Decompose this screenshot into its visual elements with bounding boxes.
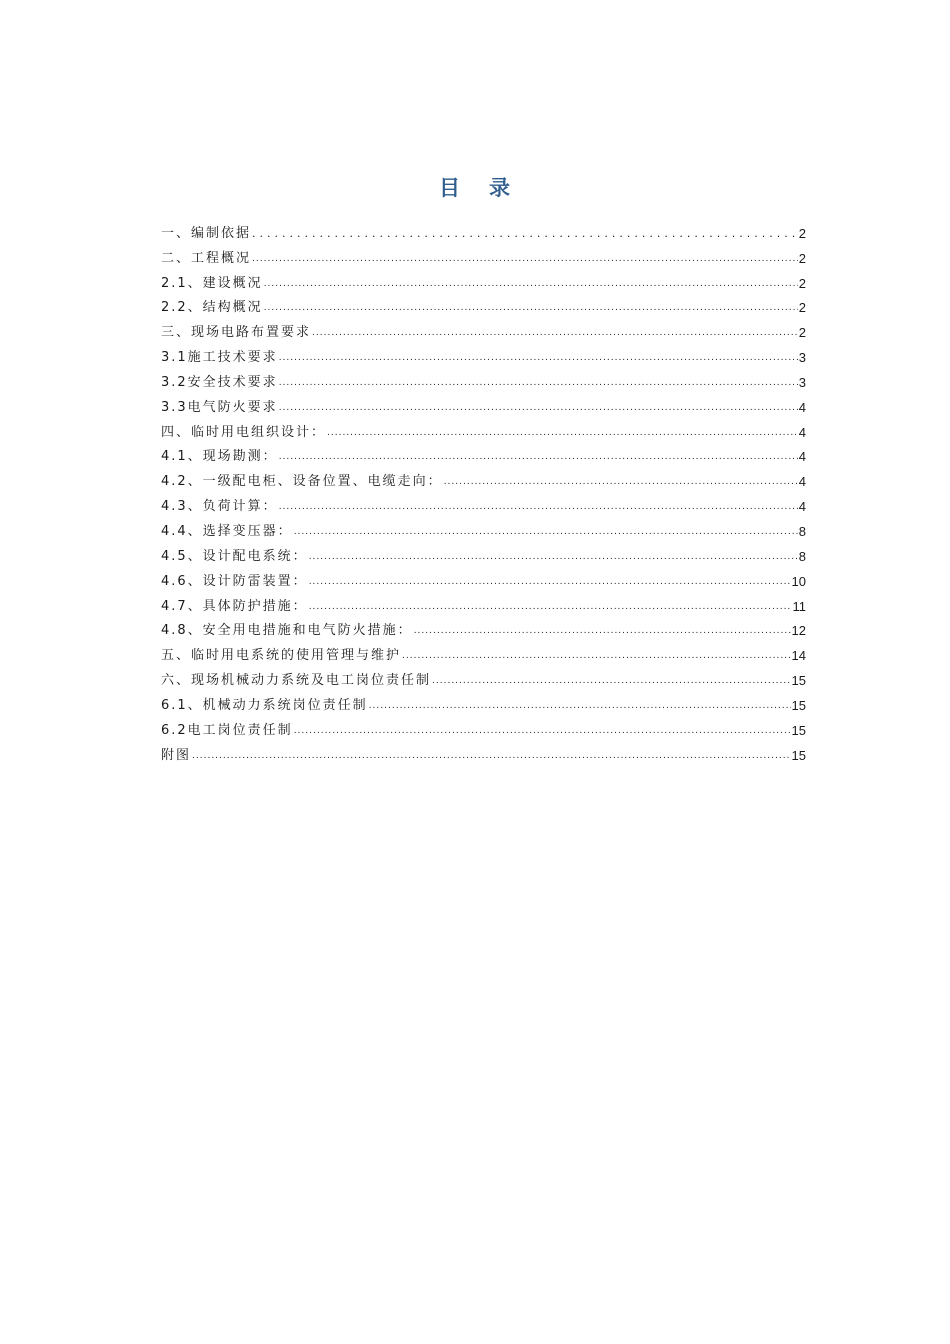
toc-entry-label[interactable]: 二、工程概况	[161, 250, 252, 266]
toc-entry-page-number: 15	[791, 747, 806, 763]
toc-entry-label[interactable]: 2.2、结构概况	[161, 300, 263, 316]
toc-dot-leader	[327, 424, 798, 442]
toc-entry-page-number: 4	[798, 424, 806, 440]
toc-title	[0, 172, 950, 202]
toc-entry[interactable]	[161, 392, 806, 417]
toc-entry[interactable]	[161, 715, 806, 740]
toc-entry-page-number: 2	[798, 250, 806, 266]
toc-entry-page-number: 14	[791, 648, 806, 664]
toc-dot-leader	[309, 573, 791, 591]
toc-dot-leader	[264, 299, 798, 317]
toc-dot-leader	[444, 473, 798, 491]
toc-entry-label[interactable]: 3.1施工技术要求	[161, 350, 278, 366]
toc-entry-label[interactable]: 4.2、一级配电柜、设备位置、电缆走向：	[161, 474, 443, 490]
toc-entry-label[interactable]: 6.2电工岗位责任制	[161, 722, 293, 738]
toc-entry[interactable]	[161, 342, 806, 367]
toc-entry[interactable]	[161, 640, 806, 665]
toc-title-char: 目	[439, 176, 461, 200]
toc-dot-leader	[309, 548, 798, 566]
toc-entry-label[interactable]: 一、编制依据	[161, 225, 252, 241]
toc-entry-page-number: 15	[791, 697, 806, 713]
toc-entry[interactable]	[161, 566, 806, 591]
toc-entry[interactable]	[161, 442, 806, 467]
toc-entry-label[interactable]: 4.8、安全用电措施和电气防火措施：	[161, 623, 413, 639]
toc-entry[interactable]	[161, 616, 806, 641]
toc-dot-leader	[192, 747, 791, 765]
toc-dot-leader	[279, 374, 798, 392]
toc-entry-page-number: 2	[798, 225, 806, 241]
toc-entry-page-number: 8	[798, 548, 806, 564]
toc-entry[interactable]	[161, 466, 806, 491]
toc-entry-label[interactable]: 3.2安全技术要求	[161, 374, 278, 390]
toc-dot-leader	[279, 498, 798, 516]
toc-entry-label[interactable]: 4.4、选择变压器：	[161, 523, 293, 539]
toc-dot-leader	[294, 523, 798, 541]
toc-entry[interactable]	[161, 665, 806, 690]
toc-entry[interactable]	[161, 740, 806, 765]
toc-dot-leader	[402, 647, 791, 665]
toc-entry[interactable]	[161, 491, 806, 516]
toc-entry-label[interactable]: 6.1、机械动力系统岗位责任制	[161, 697, 368, 713]
toc-dot-leader	[414, 622, 791, 640]
toc-entry-label[interactable]: 六、现场机械动力系统及电工岗位责任制	[161, 673, 432, 689]
toc-entry[interactable]	[161, 218, 806, 243]
toc-entry-label[interactable]: 附图	[161, 747, 192, 763]
toc-entry-page-number: 2	[798, 300, 806, 316]
toc-entry-page-number: 3	[798, 374, 806, 390]
toc-list	[161, 218, 806, 765]
toc-entry-label[interactable]: 4.6、设计防雷装置：	[161, 573, 308, 589]
toc-entry-page-number: 4	[798, 499, 806, 515]
toc-entry-page-number: 2	[798, 275, 806, 291]
toc-entry-page-number: 15	[791, 673, 806, 689]
toc-entry[interactable]	[161, 541, 806, 566]
toc-entry-label[interactable]: 四、临时用电组织设计：	[161, 424, 327, 440]
toc-entry-label[interactable]: 五、临时用电系统的使用管理与维护	[161, 648, 402, 664]
toc-dot-leader	[432, 672, 791, 690]
toc-entry-label[interactable]: 3.3电气防火要求	[161, 399, 278, 415]
toc-entry[interactable]	[161, 243, 806, 268]
toc-dot-leader	[294, 722, 791, 740]
toc-entry-label[interactable]: 4.7、具体防护措施：	[161, 598, 308, 614]
toc-dot-leader	[369, 697, 791, 715]
toc-entry[interactable]	[161, 417, 806, 442]
toc-entry[interactable]	[161, 317, 806, 342]
toc-dot-leader	[279, 349, 798, 367]
toc-entry-label[interactable]: 4.1、现场勘测：	[161, 449, 278, 465]
toc-entry-page-number: 4	[798, 449, 806, 465]
toc-title-char: 录	[489, 176, 511, 200]
toc-dot-leader	[252, 225, 798, 243]
toc-dot-leader	[264, 275, 798, 293]
toc-entry-page-number: 4	[798, 474, 806, 490]
toc-entry-page-number: 2	[798, 325, 806, 341]
toc-entry[interactable]	[161, 690, 806, 715]
toc-entry-page-number: 15	[791, 722, 806, 738]
toc-entry-page-number: 12	[791, 623, 806, 639]
toc-entry-page-number: 11	[792, 598, 806, 614]
toc-entry-page-number: 10	[791, 573, 806, 589]
toc-entry[interactable]	[161, 293, 806, 318]
toc-entry[interactable]	[161, 516, 806, 541]
toc-entry-label[interactable]: 4.5、设计配电系统：	[161, 548, 308, 564]
toc-entry-label[interactable]: 三、现场电路布置要求	[161, 325, 312, 341]
toc-dot-leader	[252, 250, 798, 268]
toc-entry-label[interactable]: 2.1、建设概况	[161, 275, 263, 291]
toc-entry[interactable]	[161, 591, 806, 616]
toc-entry[interactable]	[161, 268, 806, 293]
toc-dot-leader	[279, 399, 798, 417]
toc-dot-leader	[309, 598, 792, 616]
toc-entry-page-number: 8	[798, 523, 806, 539]
toc-entry-label[interactable]: 4.3、负荷计算：	[161, 499, 278, 515]
toc-dot-leader	[312, 324, 798, 342]
toc-dot-leader	[279, 448, 798, 466]
toc-entry[interactable]	[161, 367, 806, 392]
toc-entry-page-number: 4	[798, 399, 806, 415]
toc-entry-page-number: 3	[798, 350, 806, 366]
